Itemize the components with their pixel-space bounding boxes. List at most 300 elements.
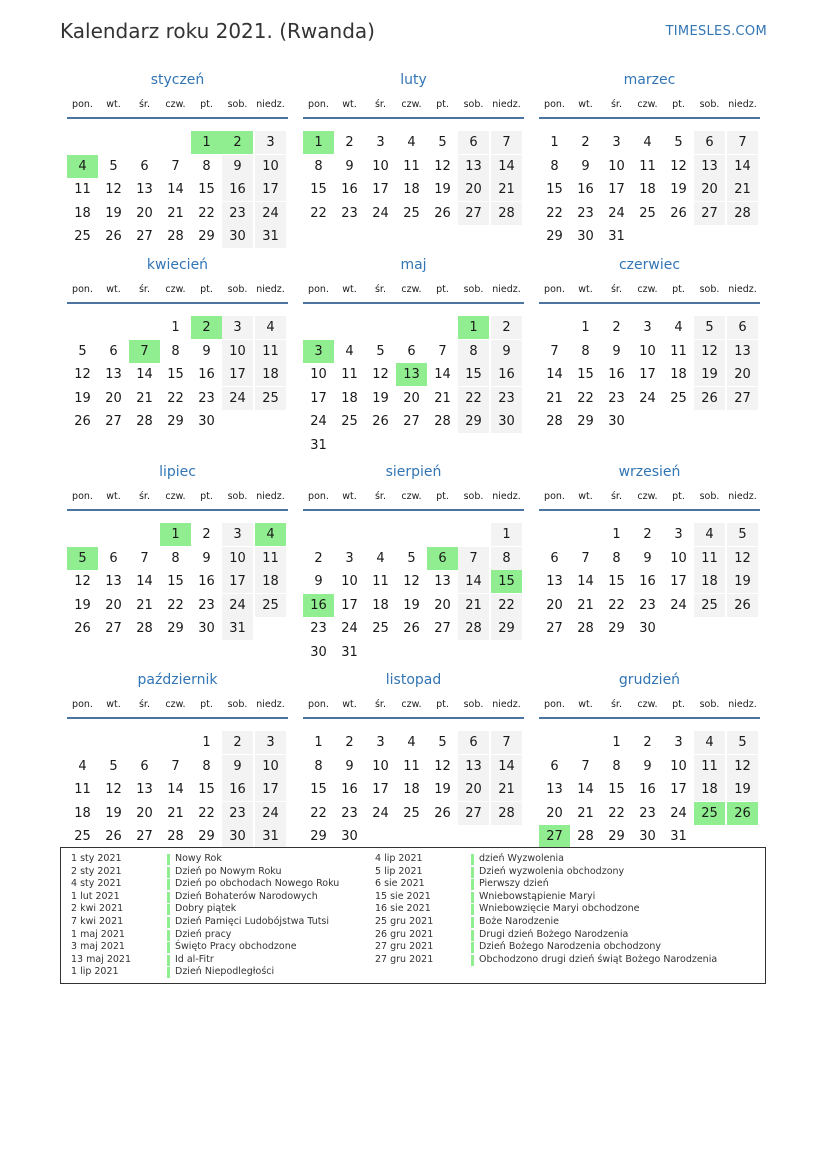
legend-holiday-name: Dzień pracy	[175, 928, 232, 940]
day-cell: 30	[577, 229, 594, 244]
day-cell: 20	[458, 178, 489, 201]
day-cell: 31	[255, 825, 286, 848]
day-cell: 15	[198, 182, 215, 197]
holiday-day-cell: 4	[67, 155, 98, 178]
day-cell: 4	[694, 731, 725, 754]
legend-date: 27 gru 2021	[375, 941, 434, 953]
day-cell: 24	[255, 202, 286, 225]
legend-color-marker	[167, 867, 170, 878]
weekday-header: niedz.	[256, 491, 285, 502]
weekday-header: śr.	[374, 699, 386, 710]
day-cell: 2	[345, 135, 354, 150]
day-cell: 7	[581, 550, 590, 566]
day-cell: 3	[222, 316, 253, 339]
weekday-header: wt.	[106, 99, 121, 110]
day-cell: 20	[546, 597, 563, 613]
day-cell: 15	[198, 782, 215, 797]
holiday-day-cell: 2	[222, 131, 253, 154]
day-cell: 5	[78, 343, 87, 359]
holiday-day-cell: 1	[160, 523, 191, 546]
day-cell: 30	[639, 829, 656, 844]
day-cell: 31	[608, 229, 625, 244]
day-cell: 6	[727, 316, 758, 339]
weekday-header: czw.	[637, 491, 658, 502]
day-cell: 30	[198, 414, 215, 429]
day-cell: 24	[670, 597, 687, 613]
day-cell: 2	[643, 735, 652, 750]
day-cell: 10	[341, 574, 358, 589]
legend-color-marker	[167, 854, 170, 865]
day-cell: 11	[694, 755, 725, 778]
legend-color-marker	[471, 892, 474, 903]
legend-holiday-name: Dzień po obchodach Nowego Roku	[175, 878, 340, 890]
weekday-header: pon.	[72, 699, 93, 710]
legend-date: 27 gru 2021	[375, 953, 434, 965]
legend-holiday-name: Id al-Fitr	[175, 953, 214, 965]
weekday-header: wt.	[578, 284, 593, 295]
weekday-header: wt.	[106, 284, 121, 295]
day-cell: 7	[171, 158, 180, 174]
day-cell: 28	[577, 829, 594, 844]
day-cell: 27	[694, 202, 725, 225]
day-cell: 26	[372, 414, 389, 429]
day-cell: 5	[674, 135, 683, 150]
legend-date: 1 maj 2021	[71, 928, 125, 940]
day-cell: 12	[105, 782, 122, 797]
day-cell: 13	[458, 155, 489, 178]
weekday-header: czw.	[401, 491, 422, 502]
day-cell: 14	[491, 755, 522, 778]
day-cell: 4	[255, 316, 286, 339]
weekday-header: śr.	[610, 491, 622, 502]
legend-date: 6 sie 2021	[375, 878, 425, 890]
day-cell: 18	[74, 805, 91, 821]
day-cell: 9	[222, 755, 253, 778]
weekday-header: wt.	[342, 491, 357, 502]
day-cell: 1	[612, 735, 621, 750]
day-cell: 5	[376, 343, 385, 359]
month-header-rule	[303, 117, 524, 119]
weekday-header: pon.	[72, 491, 93, 502]
day-cell: 23	[222, 802, 253, 825]
holiday-day-cell: 1	[458, 316, 489, 339]
day-cell: 25	[639, 205, 656, 221]
day-cell: 8	[171, 343, 180, 359]
month-header-rule	[303, 302, 524, 304]
legend-color-marker	[471, 917, 474, 928]
day-cell: 6	[458, 731, 489, 754]
day-cell: 30	[198, 621, 215, 636]
day-cell: 24	[639, 390, 656, 406]
day-cell: 2	[643, 527, 652, 542]
holiday-day-cell: 6	[427, 547, 458, 570]
day-cell: 29	[167, 621, 184, 636]
weekday-header: czw.	[165, 284, 186, 295]
day-cell: 31	[341, 644, 358, 660]
day-cell: 16	[341, 782, 358, 797]
day-cell: 13	[546, 782, 563, 797]
day-cell: 19	[670, 182, 687, 197]
weekday-header: pt.	[672, 284, 685, 295]
day-cell: 4	[78, 758, 87, 774]
day-cell: 20	[458, 778, 489, 801]
month-name: wrzesień	[618, 464, 681, 480]
day-cell: 13	[136, 182, 153, 197]
day-cell: 19	[403, 597, 420, 613]
legend-date: 4 lip 2021	[375, 853, 423, 864]
weekday-header: czw.	[401, 284, 422, 295]
holiday-day-cell: 25	[694, 802, 725, 825]
day-cell: 24	[608, 205, 625, 221]
day-cell: 3	[376, 735, 385, 750]
legend-color-marker	[167, 892, 170, 903]
legend-holiday-name: Drugi dzień Bożego Narodzenia	[479, 928, 629, 940]
weekday-header: śr.	[610, 99, 622, 110]
weekday-header: sob.	[227, 99, 248, 110]
day-cell: 5	[109, 758, 118, 774]
day-cell: 5	[438, 735, 447, 750]
day-cell: 5	[694, 316, 725, 339]
day-cell: 18	[341, 390, 358, 406]
day-cell: 21	[491, 178, 522, 201]
day-cell: 21	[577, 805, 594, 821]
day-cell: 9	[491, 340, 522, 363]
day-cell: 5	[438, 135, 447, 150]
day-cell: 16	[639, 574, 656, 589]
day-cell: 12	[74, 367, 91, 382]
day-cell: 8	[314, 758, 323, 774]
legend-date: 25 gru 2021	[375, 915, 434, 927]
day-cell: 10	[372, 758, 389, 774]
holiday-day-cell: 3	[303, 340, 334, 363]
day-cell: 20	[136, 805, 153, 821]
legend-holiday-name: Święto Pracy obchodzone	[175, 941, 297, 953]
day-cell: 21	[167, 205, 184, 221]
day-cell: 13	[727, 340, 758, 363]
day-cell: 21	[434, 390, 451, 406]
holiday-day-cell: 15	[491, 570, 522, 593]
legend-date: 26 gru 2021	[375, 928, 434, 940]
weekday-header: pt.	[672, 99, 685, 110]
weekday-header: sob.	[699, 99, 720, 110]
day-cell: 2	[612, 320, 621, 335]
day-cell: 19	[727, 570, 758, 593]
day-cell: 20	[546, 805, 563, 821]
weekday-header: pon.	[544, 284, 565, 295]
day-cell: 28	[727, 202, 758, 225]
legend-holiday-name: Obchodzono drugi dzień świąt Bożego Narodzenia	[479, 953, 718, 965]
month-name: lipiec	[159, 464, 196, 480]
day-cell: 5	[109, 158, 118, 174]
day-cell: 15	[608, 782, 625, 797]
day-cell: 25	[403, 805, 420, 821]
weekday-header: sob.	[699, 491, 720, 502]
legend-holiday-name: Nowy Rok	[175, 853, 222, 864]
day-cell: 30	[491, 410, 522, 433]
day-cell: 29	[608, 621, 625, 636]
legend-color-marker	[167, 917, 170, 928]
weekday-header: sob.	[463, 491, 484, 502]
day-cell: 17	[372, 182, 389, 197]
legend-color-marker	[471, 867, 474, 878]
weekday-header: śr.	[610, 284, 622, 295]
legend-color-marker	[167, 904, 170, 915]
day-cell: 25	[255, 594, 286, 617]
day-cell: 1	[581, 320, 590, 335]
weekday-header: czw.	[401, 99, 422, 110]
day-cell: 21	[167, 805, 184, 821]
day-cell: 13	[434, 574, 451, 589]
legend-color-marker	[471, 904, 474, 915]
day-cell: 28	[458, 617, 489, 640]
day-cell: 18	[255, 363, 286, 386]
day-cell: 29	[491, 617, 522, 640]
day-cell: 17	[608, 182, 625, 197]
day-cell: 25	[74, 829, 91, 844]
day-cell: 2	[202, 527, 211, 542]
day-cell: 28	[434, 414, 451, 429]
day-cell: 8	[171, 550, 180, 566]
day-cell: 9	[643, 758, 652, 774]
day-cell: 15	[310, 182, 327, 197]
month-header-rule	[539, 509, 760, 511]
day-cell: 15	[608, 574, 625, 589]
page-title: Kalendarz roku 2021. (Rwanda)	[60, 19, 375, 43]
weekday-header: śr.	[374, 99, 386, 110]
month-header-rule	[303, 717, 524, 719]
day-cell: 29	[577, 414, 594, 429]
day-cell: 7	[491, 131, 522, 154]
weekday-header: pt.	[436, 284, 449, 295]
day-cell: 6	[407, 343, 416, 359]
day-cell: 20	[434, 597, 451, 613]
legend-date: 13 maj 2021	[71, 953, 132, 965]
legend-holiday-name: Boże Narodzenie	[479, 915, 559, 927]
weekday-header: wt.	[342, 99, 357, 110]
day-cell: 29	[198, 229, 215, 244]
day-cell: 28	[546, 414, 563, 429]
day-cell: 30	[222, 225, 253, 248]
day-cell: 8	[202, 758, 211, 774]
legend-color-marker	[167, 879, 170, 890]
day-cell: 11	[255, 340, 286, 363]
day-cell: 1	[202, 735, 211, 750]
legend-holiday-name: dzień Wyzwolenia	[479, 853, 564, 864]
legend-holiday-name: Dobry piątek	[175, 903, 237, 915]
day-cell: 7	[438, 343, 447, 359]
day-cell: 9	[612, 343, 621, 359]
day-cell: 21	[546, 390, 563, 406]
legend-holiday-name: Dzień Niepodległości	[175, 966, 275, 978]
day-cell: 28	[577, 621, 594, 636]
day-cell: 7	[171, 758, 180, 774]
day-cell: 23	[341, 205, 358, 221]
legend-color-marker	[471, 854, 474, 865]
day-cell: 2	[314, 550, 323, 566]
day-cell: 1	[550, 135, 559, 150]
legend-date: 15 sie 2021	[375, 890, 431, 902]
weekday-header: sob.	[699, 284, 720, 295]
weekday-header: śr.	[138, 699, 150, 710]
day-cell: 3	[255, 131, 286, 154]
day-cell: 24	[222, 387, 253, 410]
day-cell: 18	[670, 367, 687, 382]
day-cell: 17	[670, 574, 687, 589]
day-cell: 15	[577, 367, 594, 382]
day-cell: 26	[434, 805, 451, 821]
day-cell: 8	[202, 158, 211, 174]
day-cell: 6	[140, 758, 149, 774]
legend-holiday-name: Dzień Bohaterów Narodowych	[175, 890, 318, 902]
day-cell: 3	[612, 135, 621, 150]
day-cell: 11	[694, 547, 725, 570]
day-cell: 3	[222, 523, 253, 546]
month-name: luty	[400, 72, 427, 88]
day-cell: 10	[310, 367, 327, 382]
site-link[interactable]: TIMESLES.COM	[665, 24, 767, 39]
day-cell: 21	[727, 178, 758, 201]
day-cell: 8	[550, 158, 559, 174]
day-cell: 21	[577, 597, 594, 613]
weekday-header: czw.	[637, 284, 658, 295]
day-cell: 15	[310, 782, 327, 797]
weekday-header: pon.	[308, 491, 329, 502]
day-cell: 15	[458, 363, 489, 386]
day-cell: 22	[310, 805, 327, 821]
day-cell: 11	[670, 343, 687, 359]
day-cell: 24	[372, 205, 389, 221]
day-cell: 1	[612, 527, 621, 542]
day-cell: 14	[136, 367, 153, 382]
day-cell: 19	[74, 597, 91, 613]
weekday-header: śr.	[138, 99, 150, 110]
day-cell: 28	[167, 229, 184, 244]
month-name: marzec	[623, 72, 676, 88]
day-cell: 3	[376, 135, 385, 150]
day-cell: 26	[434, 205, 451, 221]
holiday-day-cell: 5	[67, 547, 98, 570]
day-cell: 7	[140, 550, 149, 566]
weekday-header: sob.	[227, 284, 248, 295]
weekday-header: czw.	[165, 491, 186, 502]
weekday-header: pt.	[436, 491, 449, 502]
day-cell: 25	[74, 229, 91, 244]
day-cell: 23	[491, 387, 522, 410]
day-cell: 10	[222, 340, 253, 363]
day-cell: 3	[674, 735, 683, 750]
day-cell: 22	[608, 805, 625, 821]
day-cell: 20	[694, 178, 725, 201]
day-cell: 26	[105, 229, 122, 244]
day-cell: 20	[403, 390, 420, 406]
weekday-header: pon.	[72, 99, 93, 110]
weekday-header: pon.	[308, 99, 329, 110]
day-cell: 18	[403, 782, 420, 797]
day-cell: 19	[372, 390, 389, 406]
legend-color-marker	[167, 930, 170, 941]
day-cell: 17	[372, 782, 389, 797]
day-cell: 14	[546, 367, 563, 382]
day-cell: 6	[694, 131, 725, 154]
day-cell: 12	[694, 340, 725, 363]
day-cell: 23	[222, 202, 253, 225]
day-cell: 18	[372, 597, 389, 613]
day-cell: 2	[345, 735, 354, 750]
legend-date: 1 lip 2021	[71, 966, 119, 978]
legend-color-marker	[471, 879, 474, 890]
day-cell: 10	[670, 550, 687, 566]
day-cell: 10	[670, 758, 687, 774]
day-cell: 6	[109, 550, 118, 566]
day-cell: 22	[458, 387, 489, 410]
weekday-header: śr.	[610, 699, 622, 710]
day-cell: 20	[136, 205, 153, 221]
weekday-header: pt.	[672, 699, 685, 710]
weekday-header: niedz.	[728, 699, 757, 710]
day-cell: 7	[727, 131, 758, 154]
day-cell: 6	[550, 758, 559, 774]
holiday-day-cell: 2	[191, 316, 222, 339]
day-cell: 26	[670, 205, 687, 221]
day-cell: 17	[341, 597, 358, 613]
day-cell: 13	[546, 574, 563, 589]
day-cell: 4	[674, 320, 683, 335]
month-name: czerwiec	[618, 257, 681, 273]
day-cell: 25	[255, 387, 286, 410]
month-name: październik	[137, 672, 218, 688]
day-cell: 30	[341, 829, 358, 844]
weekday-header: czw.	[401, 699, 422, 710]
day-cell: 4	[407, 135, 416, 150]
day-cell: 19	[105, 205, 122, 221]
day-cell: 24	[341, 621, 358, 636]
weekday-header: pon.	[308, 284, 329, 295]
weekday-header: sob.	[227, 491, 248, 502]
legend-color-marker	[471, 955, 474, 966]
day-cell: 9	[345, 158, 354, 174]
day-cell: 25	[403, 205, 420, 221]
weekday-header: czw.	[637, 699, 658, 710]
day-cell: 30	[608, 414, 625, 429]
day-cell: 2	[581, 135, 590, 150]
weekday-header: czw.	[165, 99, 186, 110]
day-cell: 19	[105, 805, 122, 821]
day-cell: 28	[136, 414, 153, 429]
day-cell: 16	[222, 178, 253, 201]
weekday-header: śr.	[374, 491, 386, 502]
day-cell: 21	[458, 594, 489, 617]
weekday-header: wt.	[342, 284, 357, 295]
day-cell: 5	[727, 731, 758, 754]
day-cell: 8	[612, 758, 621, 774]
month-name: listopad	[385, 672, 442, 688]
day-cell: 4	[345, 343, 354, 359]
day-cell: 11	[341, 367, 358, 382]
legend-date: 4 sty 2021	[71, 878, 122, 890]
day-cell: 14	[458, 570, 489, 593]
holiday-day-cell: 7	[129, 340, 160, 363]
month-header-rule	[539, 117, 760, 119]
day-cell: 22	[198, 205, 215, 221]
day-cell: 26	[105, 829, 122, 844]
day-cell: 11	[639, 158, 656, 174]
month-name: kwiecień	[146, 257, 209, 273]
day-cell: 4	[643, 135, 652, 150]
day-cell: 22	[198, 805, 215, 821]
weekday-header: pt.	[200, 491, 213, 502]
day-cell: 5	[727, 523, 758, 546]
day-cell: 7	[491, 731, 522, 754]
